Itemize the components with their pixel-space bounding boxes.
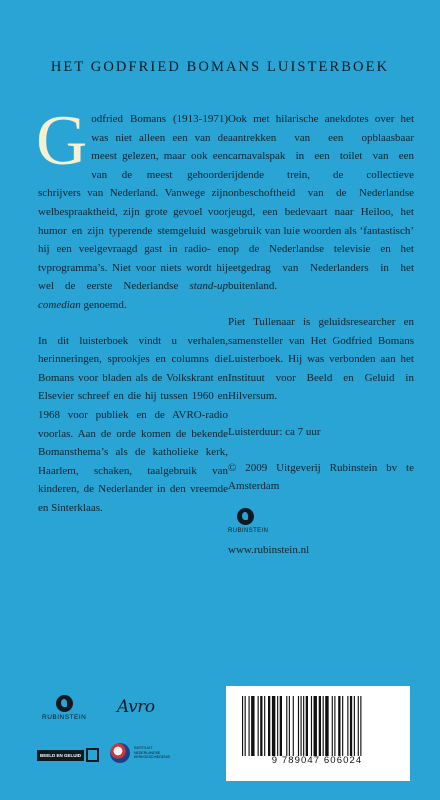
- intro-text-end: genoemd.: [80, 298, 127, 311]
- page-title: HET GODFRIED BOMANS LUISTERBOEK: [50, 59, 390, 75]
- barcode-bar: [286, 696, 287, 756]
- contents-paragraph: In dit luisterboek vindt u verhalen, herinneringen, sprookjes en columns die Bomans voor bladen als de Volkskrant en Elsevier schreef en die hij tussen 1960 en 1968 voor publiek en de AVRO-radio voorlas. Aan de orde komen de bekende Bomansthema’s als de katholieke kerk, Haarlem, schaken, taalgebruik van kinderen, de Nederlander in den vreemde en Sinterklaas.: [38, 334, 228, 514]
- barcode-bar: [338, 696, 340, 756]
- barcode-bar: [323, 696, 324, 756]
- globe-icon: [110, 743, 130, 763]
- intro-emphasis: stand-up comedian: [38, 280, 228, 311]
- intro-text: odfried Bomans (1913-1971) was niet alleen een van de meest gelezen, maar ook een van de meest gehoorde schrijvers van Nederland. Vanwege zijn welbespraaktheid, zijn grote gevoel voor humor en zijn typerende stemgeluid was hij een veelgevraagd gast in radio- en tvprogramma’s. Niet voor niets wordt hij wel de eerste Nederlandse: [38, 113, 228, 293]
- intro-paragraph: [36, 102, 228, 315]
- barcode-bar: [280, 696, 282, 756]
- rubinstein-logo: [42, 695, 86, 721]
- beeld-logo-label: BEELD EN GELUID: [37, 750, 84, 761]
- barcode-bar: [277, 696, 278, 756]
- barcode-bar: [334, 696, 335, 756]
- barcode-bar: [301, 696, 302, 756]
- avro-logo: Avro: [117, 697, 155, 717]
- website-link[interactable]: www.rubinstein.nl: [228, 543, 310, 556]
- barcode-number: 9 789047 606024: [271, 755, 363, 766]
- barcode-bar: [264, 696, 265, 756]
- barcode-bar: [360, 696, 361, 756]
- rubinstein-logo-label: RUBINSTEIN: [42, 714, 87, 721]
- barcode-bar: [298, 696, 299, 756]
- drop-cap: G: [36, 102, 88, 180]
- left-column: [36, 102, 228, 534]
- instituut-logo: [110, 743, 168, 763]
- barcode-bar: [268, 696, 270, 756]
- duration-text: Luisterduur: ca 7 uur: [228, 425, 321, 438]
- barcode-bar: [325, 696, 328, 756]
- publisher-logo-small: [228, 508, 269, 535]
- barcode-bar: [354, 696, 355, 756]
- isbn-barcode: [226, 686, 410, 781]
- barcode-bar: [289, 696, 290, 756]
- right-column: [228, 110, 414, 576]
- barcode-bar: [314, 696, 317, 756]
- barcode-bar: [242, 696, 243, 756]
- barcode-bar: [306, 696, 308, 756]
- barcode-bar: [342, 696, 343, 756]
- anecdotes-paragraph: Ook met hilarische anekdotes over het aantrekken van een opblaasbaar carnavalspak in een toilet van een rijdende trein, de collectieve onbeschoftheid van de Nederlandse jeugd, een bedevaart naar Heiloo, het gebruik van luie woorden als ‘fantastisch’ op de Nederlandse televisie en het eetgedrag van Nederlanders in het buitenland.: [228, 113, 414, 293]
- compiler-paragraph: Piet Tullenaar is geluidsresearcher en samensteller van Het Godfried Bomans Luisterboek. Hij was verbonden aan het Instituut voor Beeld en Geluid in Hilversum.: [228, 315, 414, 403]
- screen-icon: [86, 748, 99, 762]
- rubinstein-icon: [237, 508, 254, 525]
- barcode-bar: [249, 696, 250, 756]
- barcode-bar: [245, 696, 246, 756]
- barcode-bar: [311, 696, 312, 756]
- barcode-bars: [242, 696, 402, 756]
- barcode-bar: [347, 696, 348, 756]
- instituut-logo-label: INSTITUUT NEDERLANDSE KERKGESCHIEDENIS: [134, 746, 170, 760]
- copyright-text: © 2009 Uitgeverij Rubinstein bv te Amsterdam: [228, 461, 414, 493]
- barcode-bar: [272, 696, 275, 756]
- barcode-bar: [293, 696, 294, 756]
- beeld-en-geluid-logo: [37, 747, 99, 763]
- barcode-bar: [258, 696, 259, 756]
- barcode-bar: [260, 696, 262, 756]
- barcode-bar: [332, 696, 333, 756]
- rubinstein-icon: [56, 695, 73, 712]
- barcode-bar: [350, 696, 352, 756]
- barcode-bar: [251, 696, 254, 756]
- barcode-bar: [303, 696, 304, 756]
- publisher-logo-label: RUBINSTEIN: [228, 527, 269, 534]
- barcode-bar: [319, 696, 321, 756]
- barcode-bar: [358, 696, 359, 756]
